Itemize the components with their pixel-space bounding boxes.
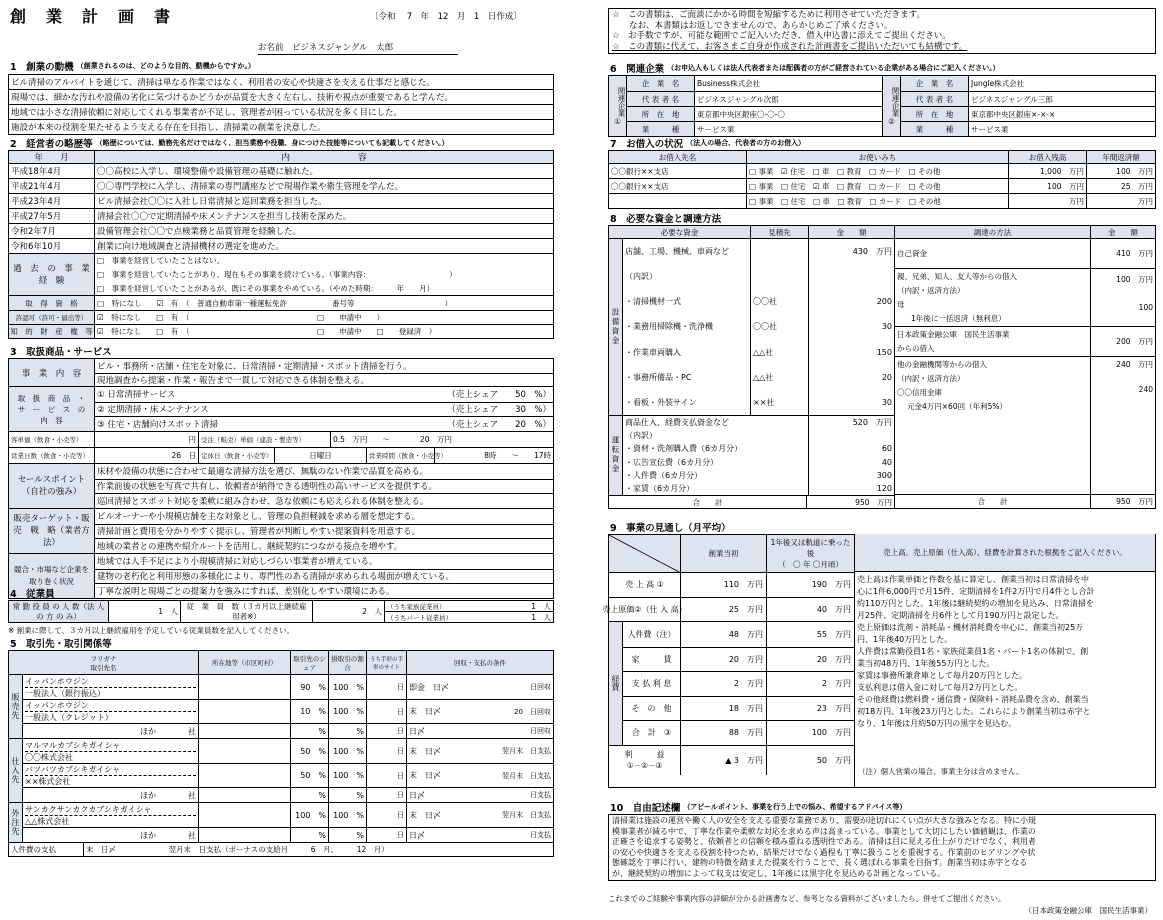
trade-row <box>23 827 553 842</box>
equipment-desc: ・看板・外装サイン <box>623 390 751 415</box>
expense-name: 合 計 ③ <box>623 721 681 745</box>
name: ほか 社 <box>140 726 196 736</box>
trade-row <box>23 739 553 763</box>
expense-name: 家 賃 <box>623 648 681 672</box>
motivation-line: ビル清掃のアルバイトを通じて、清掃は単なる作業ではなく、利用者の安心や快適さを支える仕事だと感じた。 <box>9 74 553 89</box>
career-row: 平成18年4月 〇〇高校に入学し、環境整備や設備管理の基礎に触れた。 <box>9 163 553 178</box>
trade-location <box>199 675 291 699</box>
outlook-label <box>602 598 687 622</box>
expense-row <box>623 720 854 745</box>
business-content-row: 事 業 内 容 ビル・事務所・店舗・住宅を対象に、日常清掃・定期清掃・スポット清掃を行う。 現地調査から提案・作業・報告まで一貫して対応できる体制を整える。 <box>9 358 553 386</box>
trade-location <box>199 828 291 842</box>
expense-name: 支 払 利 息 <box>623 672 681 696</box>
basis-line: 月25件、定期清掃を月6件として月190万円と設定した。 <box>857 611 1064 620</box>
trade-site: 日 <box>367 764 407 787</box>
trade-credit: 100 % <box>329 739 367 763</box>
related-company-1: 関連企業 ① 企 業 名 Business株式会社 代 表 者 名 ビジネスジャングル次郎 所 在 地 東京都中央区銀座〇-〇-〇 業 種 サービス業 <box>609 76 883 136</box>
equipment-item <box>623 314 894 339</box>
employee-note: ※ 創業に際して、３カ月以上継続雇用を予定している従業員数を記入してください。 <box>8 626 295 635</box>
service-content-row: 取 扱 商 品 ・ サ ー ビ ス の 内 容 ① 日常清掃サービス （売上シェア 50 %） ② 定期清掃・床メンテナンス （売上シェア 30 %） ③ 住宅・店舗向けスポット清掃 （売上シェア 20 %） <box>9 386 553 431</box>
cond-close: 末 日〆 <box>409 810 441 820</box>
trade-share: 100 % <box>291 803 329 827</box>
section-2-heading: 2 経営者の略歴等 （略歴については、勤務先名だけではなく、担当業務や役職、身につけた技能等についても記載してください。） <box>10 139 449 150</box>
kana: バツバツカブシキガイシャ <box>25 764 196 776</box>
document-title: 創 業 計 画 書 <box>10 7 173 26</box>
expense-name: 人件費（注） <box>623 622 681 647</box>
applicant-name: お名前 ビジネスジャングル 太郎 <box>258 41 458 55</box>
expense-year: 55 万円 <box>816 629 851 639</box>
expense-row <box>623 671 854 696</box>
equipment-quote: 〇〇社 <box>751 314 809 339</box>
trade-site: 日 <box>367 700 407 723</box>
equipment-desc: ・業務用掃除機・洗浄機 <box>623 314 751 339</box>
section-6-heading: 6 関連企業 （お申込人もしくは法人代表者または配偶者の方がご経営されている企業がある場合にご記入ください。） <box>610 64 1000 75</box>
free-text-line: の安心や快適さを支える役割を持つため、結果だけでなく過程も丁寧に扱うことを重視する。作業前のヒアリングや状 <box>612 847 1036 857</box>
trade-location <box>199 764 291 787</box>
outlook-row <box>609 572 854 597</box>
basis-line: 支払利息は借入金に対して毎月2万円とした。 <box>857 683 1023 692</box>
working-item <box>623 416 894 429</box>
basis-line: 売上原価は洗剤・消耗品・機材消耗費を中心に、創業当初25万 <box>857 623 1084 632</box>
section-7-heading: 7 お借入の状況 （法人の場合、代表者の方のお借入） <box>610 139 806 150</box>
jfc-loan: 日本政策金融公庫 国民生活事業 からの借入 200 万円 <box>895 327 1155 357</box>
service-item: ③ 住宅・店舗向けスポット清掃 （売上シェア 20 %） <box>95 416 553 431</box>
section-1-heading: 1 創業の動機 （創業されるのは、どのような目的、動機からですか。） <box>10 62 256 73</box>
cond-pay: 翌月末 日支払 <box>502 811 551 819</box>
funding-body <box>609 238 1155 508</box>
outlook-table <box>602 534 1156 788</box>
equipment-desc: 店舗、工場、機械、車両など <box>623 239 751 264</box>
label-text: 利 益 <box>624 750 665 759</box>
equipment-quote <box>751 264 809 289</box>
working-desc: ・資材・洗剤購入費（6カ月分） <box>623 442 809 455</box>
ip-row: 知 的 財 産 権 等 ☑ 特になし □ 有 （ □ 申請中 □ 登録済 ） <box>9 324 553 338</box>
trade-condition <box>407 828 553 842</box>
outlook-start: 110 万円 <box>681 573 767 597</box>
cond-pay: 翌月末 日支払 <box>502 771 551 780</box>
notice-box: ☆ この書類は、ご面談にかかる時間を短縮するために利用させていただきます。 なお、本書類はお返しできませんので、あらかじめご了承ください。 ☆ お手数ですが、可能な範囲でご記入いただき、借入申込書に添えてご提出ください。 ☆ この書類に代えて、お客さまご自身が作成された計画書をご提出いただいても結構です。 <box>608 8 1156 54</box>
trade-condition <box>407 739 553 763</box>
competition-row: 競合・市場など企業を取り巻く状況 地域では人手不足により小規模清掃に対応しづらい事業者が増えている。 建物の老朽化と利用形態の多様化により、専門性のある清掃が求められる場面が増えている。 丁寧な説明と現場ごとの提案力を強みにすれば、差別化しやすい環境にある。 <box>9 553 553 598</box>
employees-table <box>8 600 554 623</box>
payroll-row: 人件費の支払 末 日〆 翌月末 日支払（ボーナスの支給月 6 月、 12 月） <box>9 842 553 856</box>
kana: イッパンホウジン <box>25 700 196 712</box>
equipment-amount: 20 <box>881 372 892 382</box>
trade-group-out <box>9 802 553 842</box>
expense-label: 経費 <box>609 622 623 745</box>
funding-table: 必要な資金 見積先 金 額 調達の方法 金 額 設備資金 店舗、工場、機械、車両など 430 万円 （内訳） ・清掃機材一式 〇〇社 200 ・業務用掃除機・洗浄機 〇〇社 30 ・作業車両購入 △△社 150 ・事務所備品・PC △△社 20 ・看板・外装サイン ××社 30 運転資金 商品仕入、経費支払資金など 520 万円 （内訳） ・資材・洗剤購入費（6カ月分） 60 ・広告宣伝費（6カ月分） 40 ・人件費（6カ月分） 300 ・家賃（6カ月分） 120 合 計 950 万円 自己資金 410 万円 親、兄弟、知人、友人等からの借入 （内訳・返済方法） 母 1年後に一括返済（無利息） 100 万円 100 日本政策金融公庫 国民生活事業 からの借入 200 万円 他の金融機関等からの借入 （内訳・返済方法） 〇〇信用金庫 元金4万円×60回（年利5%） 240 万円 240 合 計 950 万円 <box>608 225 1156 509</box>
trade-name <box>23 700 199 723</box>
kana: イッパンホウジン <box>25 676 196 688</box>
trading-table <box>8 650 554 857</box>
footer-note: これまでのご経験や事業内容の詳細が分かる計画書など、参考となる資料がございましたら、併せてご提出ください。 <box>608 894 1006 903</box>
equipment-amount <box>809 264 894 289</box>
creation-date: 〔令和 7 年 12 月 1 日作成〕 <box>370 12 522 22</box>
trade-rows <box>23 803 553 842</box>
trade-name <box>23 828 199 842</box>
trade-site: 日 <box>367 828 407 842</box>
trade-group-buy <box>9 738 553 802</box>
trade-row <box>23 675 553 699</box>
permit-row: 許認可（許可・届出等） ☑ 特になし □ 有 （ □ 申請中 ） <box>9 310 553 324</box>
equipment-amount: 150 <box>876 347 892 357</box>
qualification-row: 取 得 資 格 □ 特になし ☑ 有 （ 普通自動車第一種運転免許 番号等 ） <box>9 295 553 310</box>
basis-line: 家賃は事務所兼倉庫として毎月20万円とした。 <box>857 671 1028 680</box>
basis-line: 業当初48万円、1年後55万円とした。 <box>857 659 995 668</box>
motivation-line: 現場では、細かな汚れや設備の劣化に気づけるかどうかが品質を大きく左右し、技術や視点が重要であると学んだ。 <box>9 89 553 104</box>
trade-credit: 100 % <box>329 764 367 787</box>
trade-location <box>199 724 291 738</box>
expense-start: 48 万円 <box>681 622 767 647</box>
working-item <box>623 456 894 469</box>
expense-name: そ の 他 <box>623 697 681 721</box>
outlook-row <box>609 745 854 775</box>
career-row: 平成23年4月 ビル清掃会社〇〇に入社し日常清掃と巡回業務を担当した。 <box>9 193 553 208</box>
cond-pay: 日回収 <box>530 727 551 735</box>
trade-credit: % <box>329 724 367 738</box>
service-item: ① 日常清掃サービス （売上シェア 50 %） <box>97 390 551 401</box>
expense-year: 100 万円 <box>811 728 851 738</box>
working-amount: 60 <box>881 444 892 454</box>
funding-sources <box>895 239 1155 508</box>
outlook-year: 190 万円 <box>811 580 851 590</box>
related-companies <box>608 75 1156 137</box>
equipment-item <box>623 365 894 390</box>
equipment-amount: 430 万円 <box>852 247 892 257</box>
cond-close: 末 日〆 <box>409 771 441 780</box>
trade-credit: % <box>329 828 367 842</box>
business-days-row: 営業日数（飲食・小売等） 26 日 定休日（飲食・小売等） 日曜日 営業時間（飲食・小売等） 8時 〜 17時 <box>9 447 553 463</box>
free-text-line: 清掃業は施設の運営や働く人の安全を支える重要な業務であり、需要が途切れにくい点が大きな強みとなる。特に小規 <box>612 816 1036 825</box>
funds-total: 合 計 950 万円 <box>609 495 894 509</box>
working-desc: ・家賃（6カ月分） <box>623 482 809 495</box>
working-amount <box>809 429 894 442</box>
trade-group-sales <box>9 674 553 738</box>
trade-name <box>23 724 199 738</box>
trade-site: 日 <box>367 675 407 699</box>
name: 〇〇株式会社 <box>25 752 73 762</box>
equipment-item <box>623 239 894 264</box>
trade-name <box>23 764 199 787</box>
outlook-year: 40 万円 <box>816 604 851 614</box>
trade-location <box>199 739 291 763</box>
trade-location <box>199 700 291 723</box>
cond-pay: 日支払 <box>530 791 551 799</box>
motivation-line: 地域では小さな清掃依頼に対応してくれる事業者が不足し、管理者が困っている状況を多く目にした。 <box>9 104 553 119</box>
outlook-start: 25 万円 <box>681 598 767 622</box>
working-desc: ・広告宣伝費（6カ月分） <box>623 456 809 469</box>
motivation-box <box>8 74 554 135</box>
cond-pay: 日支払 <box>530 831 551 839</box>
working-desc: 商品仕入、経費支払資金など <box>623 416 809 429</box>
basis-header: 売上高、売上原価（仕入高）、経費を計算された根拠をご記入ください。 <box>855 534 1155 572</box>
equipment-desc: ・作業車両購入 <box>623 340 751 365</box>
cond-pay: 20 日回収 <box>514 707 551 716</box>
trade-group-label: 仕入先 <box>9 739 23 802</box>
trade-site: 日 <box>367 803 407 827</box>
trade-rows <box>23 675 553 738</box>
col-year: 年 月 <box>9 151 95 163</box>
past-experience-row: 過 去 の 事 業 経 験 □ 事業を経営していたことはない。 □ 事業を経営していたことがあり、現在もその事業を続けている。（事業内容： ） □ 事業を経営していたことがあるが、既にその事業をやめている。（やめた時期： 年 月） <box>9 253 553 295</box>
basis-line: 初18万円、1年後23万円とした。これらにより創業当初は赤字と <box>857 707 1091 716</box>
career-table <box>8 150 554 339</box>
own-funds: 自己資金 410 万円 <box>895 239 1155 269</box>
expense-start: 88 万円 <box>681 721 767 745</box>
cond-close: 日〆 <box>409 726 425 736</box>
career-row: 令和2年7月 設備管理会社〇〇で点検業務と品質管理を経験した。 <box>9 223 553 238</box>
working-amount: 520 万円 <box>852 418 892 428</box>
equipment-quote: ××社 <box>751 390 809 415</box>
equipment-desc: ・清掃機材一式 <box>623 289 751 314</box>
label-formula: ①－②－③ <box>626 761 663 770</box>
borrowing-row: 〇〇銀行××支店 □ 事業 ☑ 住宅 □ 車 □ 教育 □ カード □ その他 1,000 万円 100 万円 <box>609 163 1155 178</box>
free-text-line: 正確さを追求する姿勢と、依頼者との信頼を積み重ねる透明性である。清掃は目に見える仕上がりだけでなく、利用者 <box>612 837 1036 846</box>
trade-site: 日 <box>367 739 407 763</box>
trade-location <box>199 803 291 827</box>
outlook-start: ▲ 3 万円 <box>681 746 767 775</box>
trade-credit: 100 % <box>329 700 367 723</box>
expense-row <box>623 647 854 672</box>
equipment-quote <box>751 239 809 264</box>
outlook-header: 創業当初 1年後又は軌道に乗った後 （ 〇 年 〇月頃） <box>609 534 854 572</box>
borrowing-row: 〇〇銀行××支店 □ 事業 □ 住宅 ☑ 車 □ 教育 □ カード □ その他 100 万円 25 万円 <box>609 178 1155 193</box>
basis-line: 売上高は作業単価と件数を基に算定し、創業当初は日常清掃を中 <box>857 575 1089 584</box>
expense-row <box>623 622 854 647</box>
working-item <box>623 429 894 442</box>
trade-share: % <box>291 828 329 842</box>
trade-row <box>23 723 553 738</box>
other-loan: 他の金融機関等からの借入 （内訳・返済方法） 〇〇信用金庫 元金4万円×60回（年利5%） 240 万円 240 <box>895 357 1155 494</box>
trade-name <box>23 803 199 827</box>
expense-start: 2 万円 <box>681 672 767 696</box>
trade-group-label: 販売先 <box>9 675 23 738</box>
name: ××株式会社 <box>25 777 71 786</box>
label-text: 売 上 高 ① <box>625 580 664 590</box>
trade-share: 50 % <box>291 764 329 787</box>
basis-line: 約110万円とした。1年後は継続契約の増加を見込み、日常清掃を <box>857 599 1094 608</box>
free-text-line: 模事業者が減る中で、丁寧な作業や柔軟な対応を求める声は高まっている。事業として大切にしたい価値観は、作業の <box>612 826 1036 836</box>
sources-total: 合 計 950 万円 <box>895 494 1155 508</box>
trade-share: 50 % <box>291 739 329 763</box>
equipment-amount: 200 <box>876 297 892 307</box>
equipment-funds: 設備資金 店舗、工場、機械、車両など 430 万円 （内訳） ・清掃機材一式 〇〇社 200 ・業務用掃除機・洗浄機 〇〇社 30 ・作業車両購入 △△社 150 ・事務所備品・PC △△社 20 ・看板・外装サイン ××社 30 <box>609 239 894 415</box>
cond-pay: 翌月末 日支払 <box>502 747 551 755</box>
col-content: 内 容 <box>281 153 367 163</box>
trade-site: 日 <box>367 724 407 738</box>
equipment-quote: △△社 <box>751 365 809 390</box>
expense-start: 20 万円 <box>681 648 767 672</box>
trade-condition <box>407 700 553 723</box>
expense-group <box>609 621 854 745</box>
trade-credit: 100 % <box>329 803 367 827</box>
working-amount: 120 <box>876 483 892 493</box>
basis-line: 心に1件6,000円で月15件、定期清掃を1件2万円で月4件とし合計 <box>857 587 1095 596</box>
unit-price-row: 客単価（飲食・小売等） 円 受注（販売）単価（建設・製造等） 0.5 万円 〜 20 万円 <box>9 431 553 447</box>
free-text-line: が、継続契約の増加によって収支は安定し、1年後には黒字化を見込める計画となっている。 <box>612 868 946 878</box>
equipment-amount: 30 <box>881 397 892 407</box>
trade-share: 90 % <box>291 675 329 699</box>
cond-close: 日〆 <box>409 830 425 840</box>
kana: マルマルカブシキガイシャ <box>25 740 196 752</box>
footer-org: （日本政策金融公庫 国民生活事業） <box>1024 906 1152 915</box>
borrowing-row: □ 事業 □ 住宅 □ 車 □ 教育 □ カード □ その他 万円 万円 <box>609 193 1155 208</box>
trade-condition <box>407 788 553 802</box>
kana: サンカクサンカクカブシキガイシャ <box>25 804 196 816</box>
career-row: 令和6年10月 創業に向け地域調査と清掃機材の選定を進めた。 <box>9 238 553 253</box>
trade-name <box>23 675 199 699</box>
cond-close: 日〆 <box>409 790 425 800</box>
expense-row <box>623 696 854 721</box>
outlook-note: （注）個人営業の場合、事業主分は含めません。 <box>858 767 1024 776</box>
basis-line: なり、1年後は月約50万円の黒字を見込む。 <box>857 719 1017 728</box>
working-item <box>623 469 894 482</box>
expense-year: 2 万円 <box>821 679 851 689</box>
family-loan: 親、兄弟、知人、友人等からの借入 （内訳・返済方法） 母 1年後に一括返済（無利息） 100 万円 100 <box>895 269 1155 327</box>
trade-rows <box>23 739 553 802</box>
name: ほか 社 <box>140 790 196 800</box>
free-text-box <box>608 814 1156 881</box>
trading-body <box>9 674 553 842</box>
name: △△株式会社 <box>25 816 70 826</box>
outlook-year: 50 万円 <box>816 755 851 765</box>
trade-site: 日 <box>367 788 407 802</box>
trade-name <box>23 788 199 802</box>
name: 一般法人（クレジット） <box>25 713 113 722</box>
basis-text <box>855 572 1155 732</box>
trade-share: 10 % <box>291 700 329 723</box>
working-desc: ・人件費（6カ月分） <box>623 469 809 482</box>
trade-row <box>23 803 553 827</box>
section-10-heading: 10 自由記述欄 （アピールポイント、事業を行う上での悩み、希望するアドバイス等） <box>610 803 907 814</box>
expense-year: 20 万円 <box>816 654 851 664</box>
equipment-item <box>623 264 894 289</box>
equipment-quote: 〇〇社 <box>751 289 809 314</box>
trading-header: フリガナ 取引先名 所在地等（市区町村） 取引先のシェア 掛取引の割合 うち手形の手形のサイト 回収・支払の条件 <box>9 650 553 674</box>
trade-condition <box>407 724 553 738</box>
products-table <box>8 358 554 599</box>
related-company-2: 関連企業 ② 企 業 名 Jungle株式会社 代 表 者 名 ビジネスジャングル三郎 所 在 地 東京都中央区銀座×-×-× 業 種 サービス業 <box>883 76 1155 136</box>
sales-point-row: セールスポイント（自社の強み） 床材や設備の状態に合わせて最適な清掃方法を選び、無駄のない作業で品質を高める。 作業前後の状態を写真で共有し、依頼者が納得できる透明性の高いサービスを提供する。 巡回清掃とスポット対応を柔軟に組み合わせ、急な依頼にも応えられる体制を整える。 <box>9 463 553 508</box>
working-funds: 運転資金 商品仕入、経費支払資金など 520 万円 （内訳） ・資材・洗剤購入費（6カ月分） 60 ・広告宣伝費（6カ月分） 40 ・人件費（6カ月分） 300 ・家賃（6カ月分） 120 <box>609 415 894 495</box>
trade-name <box>23 739 199 763</box>
trade-row <box>23 787 553 802</box>
equipment-desc: ・事務所備品・PC <box>623 365 751 390</box>
trade-group-label: 外注先 <box>9 803 23 842</box>
cond-close: 末 日〆 <box>409 746 441 756</box>
service-item: ② 定期清掃・床メンテナンス （売上シェア 30 %） <box>95 402 553 417</box>
diagonal-cell <box>609 535 681 572</box>
working-amount: 40 <box>881 457 892 467</box>
cond-close: 末 日〆 <box>409 707 441 716</box>
career-row: 平成27年5月 清掃会社〇〇で定期清掃や床メンテナンスを担当し技術を深めた。 <box>9 208 553 223</box>
free-text-line: 態確認を丁寧に行い、建物の特徴を踏まえた提案を行うことで、長く選ばれる事業を目指す。創業当初は赤字となる <box>612 858 1028 867</box>
trade-credit: 100 % <box>329 675 367 699</box>
expense-start: 18 万円 <box>681 697 767 721</box>
trade-row <box>23 763 553 787</box>
section-3-heading: 3 取扱商品・サービス <box>10 347 112 358</box>
employee-count-row: 常 勤 役 員 の 人 数（法 人 の 方 の み） 1 人 従 業 員 数（３カ月以上継続雇用者※） 2 人 （うち家族従業員） 1 人 （うちパート従業員） 1 人 <box>9 600 553 622</box>
trade-credit: % <box>329 788 367 802</box>
trade-share: % <box>291 788 329 802</box>
cond-close: 即金 日〆 <box>409 682 449 692</box>
name: ほか 社 <box>140 830 196 840</box>
trade-share: % <box>291 724 329 738</box>
motivation-line: 施設が本来の役割を果たせるよう支える存在を目指し、清掃業の創業を決意した。 <box>9 119 553 134</box>
working-amount: 300 <box>876 470 892 480</box>
equipment-item <box>623 289 894 314</box>
working-desc: （内訳） <box>623 429 809 442</box>
outlook-row <box>602 597 854 622</box>
working-item <box>623 482 894 495</box>
label-text: 売上原価②（仕 入 高） <box>602 604 687 614</box>
career-row: 平成21年4月 〇〇専門学校に入学し、清掃業の専門講座などで現場作業や衛生管理を学んだ。 <box>9 178 553 193</box>
name: 一般法人（銀行振込） <box>25 688 105 698</box>
trade-condition <box>407 675 553 699</box>
target-strategy-row: 販売ターゲット・販 売 戦 略（業者方法） ビルオーナーや小規模店舗を主な対象とし、管理の負担軽減を求める層を想定する。 清掃計画と費用を分かりやすく提示し、管理者が判断しやすい提案資料を用意する。 地域の業者との連携や紹介ルートを活用し、継続契約につながる接点を増やす。 <box>9 508 553 553</box>
borrowing-table: お借入先名 お使いみち お借入残高 年間返済額 〇〇銀行××支店 □ 事業 ☑ 住宅 □ 車 □ 教育 □ カード □ その他 1,000 万円 100 万円 〇〇銀行××支店 □ 事業 □ 住宅 ☑ 車 □ 教育 □ カード □ その他 100 万円 25 万円 □ 事業 □ 住宅 □ 車 □ 教育 □ カード □ その他 万円 万円 <box>608 150 1156 209</box>
equipment-desc: （内訳） <box>623 264 751 289</box>
basis-line: その他経費は燃料費・通信費・保険料・消耗品費を含め、創業当 <box>857 695 1089 704</box>
cond-pay: 日回収 <box>530 683 551 691</box>
equipment-item <box>623 390 894 415</box>
outlook-label <box>609 573 681 597</box>
trade-condition <box>407 803 553 827</box>
trade-condition <box>407 764 553 787</box>
basis-line: 円、1年後40万円とした。 <box>857 635 953 644</box>
basis-line: 人件費は常勤役員1名・家族従業員1名・パート1名の体制で、創 <box>857 647 1089 656</box>
equipment-amount: 30 <box>881 322 892 332</box>
section-8-heading: 8 必要な資金と調達方法 <box>610 214 722 225</box>
working-item <box>623 442 894 455</box>
expense-rows <box>623 622 854 745</box>
diagonal-line <box>609 535 681 573</box>
expense-year: 23 万円 <box>816 703 851 713</box>
trade-location <box>199 788 291 802</box>
trade-row <box>23 699 553 723</box>
equipment-item <box>623 340 894 365</box>
outlook-label <box>609 746 681 775</box>
section-4-heading: 4 従業員 <box>10 589 55 600</box>
section-5-heading: 5 取引先・取引関係等 <box>10 639 112 650</box>
equipment-quote: △△社 <box>751 340 809 365</box>
section-9-heading: 9 事業の見通し（月平均） <box>610 523 731 534</box>
